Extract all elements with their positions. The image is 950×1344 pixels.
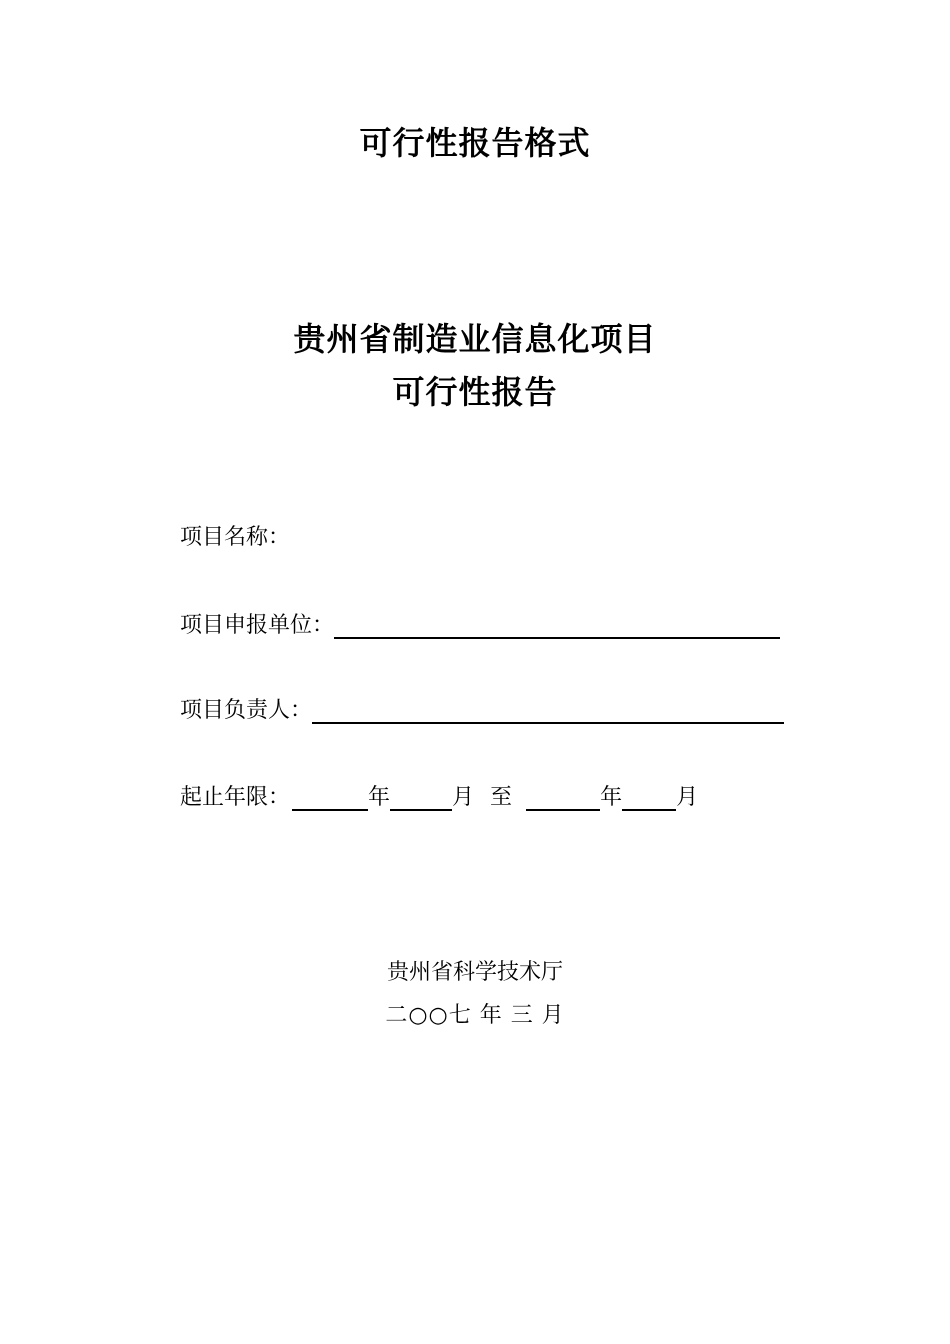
period-label: 起止年限： bbox=[180, 785, 291, 810]
person-in-charge-row bbox=[180, 693, 784, 724]
end-year-fill-line[interactable] bbox=[526, 783, 600, 811]
document-main-title: 可行性报告格式 bbox=[359, 124, 591, 162]
end-year-unit: 年 bbox=[600, 785, 623, 810]
project-title-line2: 可行性报告 bbox=[392, 373, 558, 411]
start-month-fill-line[interactable] bbox=[390, 783, 452, 811]
issuing-organization: 贵州省科学技术厅 bbox=[386, 960, 563, 985]
applicant-unit-row bbox=[180, 608, 780, 639]
start-year-unit: 年 bbox=[368, 785, 391, 810]
project-title-line1: 贵州省制造业信息化项目 bbox=[293, 320, 657, 358]
applicant-unit-label: 项目申报单位： bbox=[180, 613, 335, 638]
start-year-fill-line[interactable] bbox=[292, 783, 368, 811]
issue-date: 二○○七 年 三 月 bbox=[385, 1003, 565, 1028]
end-month-fill-line[interactable] bbox=[622, 783, 676, 811]
project-name-row bbox=[180, 520, 290, 551]
applicant-unit-fill-line[interactable] bbox=[334, 611, 780, 639]
start-month-unit: 月 bbox=[452, 785, 475, 810]
person-in-charge-label: 项目负责人： bbox=[180, 698, 313, 723]
period-row bbox=[180, 780, 698, 811]
project-name-label: 项目名称： bbox=[180, 525, 291, 550]
end-month-unit: 月 bbox=[676, 785, 699, 810]
period-to-word: 至 bbox=[490, 785, 513, 810]
person-in-charge-fill-line[interactable] bbox=[312, 696, 784, 724]
